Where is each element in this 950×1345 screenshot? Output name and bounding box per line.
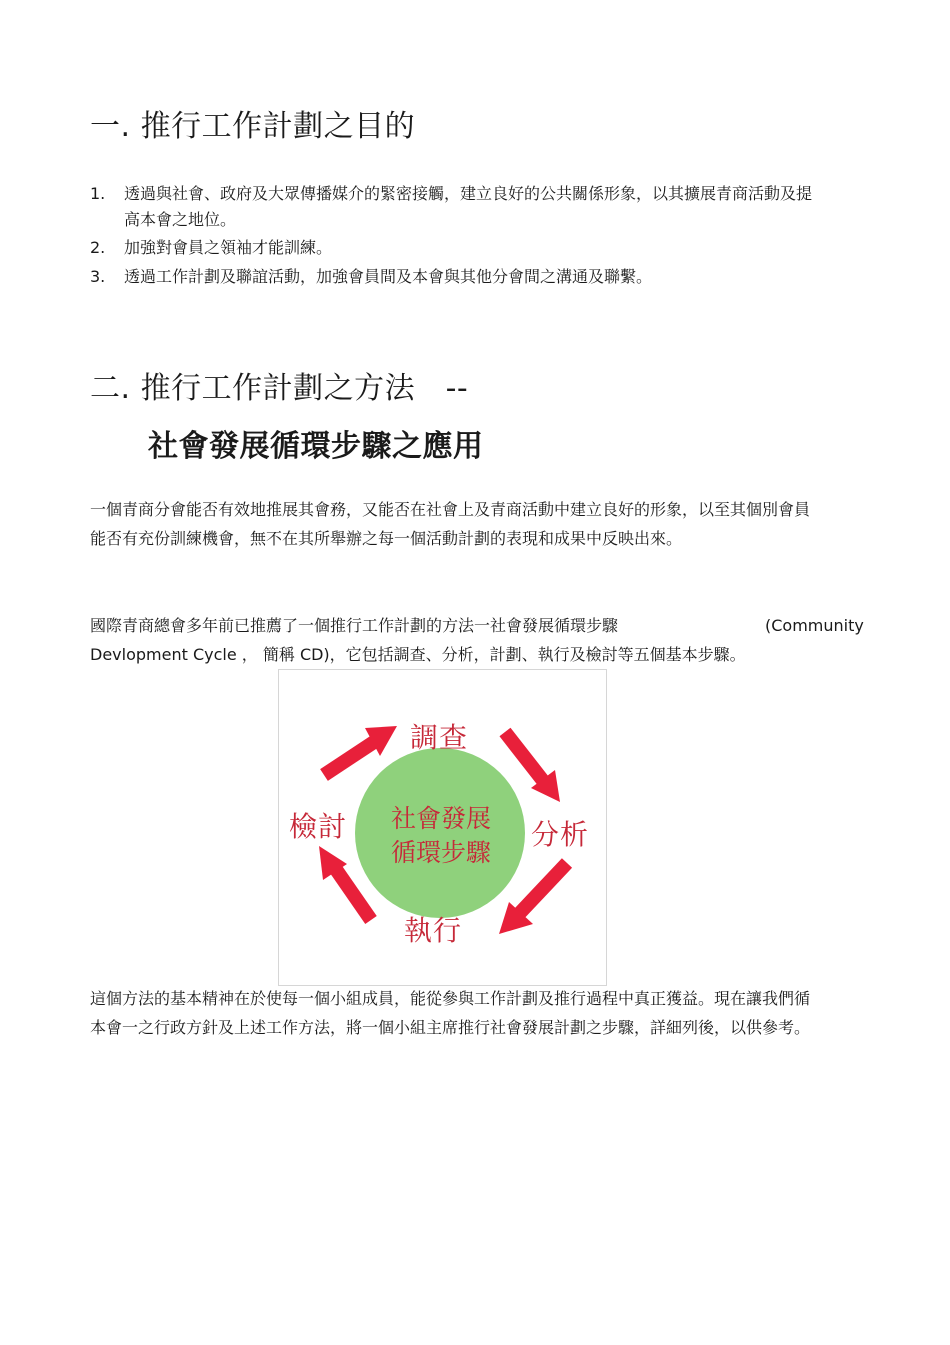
list-number: 1. [90, 184, 106, 203]
list-item [90, 181, 820, 233]
list-text: 透過與社會、政府及大眾傳播媒介的緊密接觸，建立良好的公共關係形象，以其擴展青商活動及提高本會之地位。 [124, 184, 813, 229]
paragraph-cd-zh: 國際青商總會多年前已推薦了一個推行工作計劃的方法一社會發展循環步驟 [90, 616, 619, 635]
center-line-1: 社會發展 [390, 804, 491, 833]
list-text: 加強對會員之領袖才能訓練。 [124, 238, 333, 257]
step-execute-label: 執行 [404, 914, 463, 947]
section2-subtitle: 社會發展循環步驟之應用 [148, 429, 484, 464]
list-item [90, 264, 820, 290]
cycle-center-text [356, 802, 526, 870]
paragraph-cd-line2: Devlopment Cycle ， 簡稱 CD)，它包括調查、分析，計劃、執行及檢討等五個基本步驟。 [90, 645, 746, 664]
list-text: 透過工作計劃及聯誼活動，加強會員間及本會與其他分會間之溝通及聯繫。 [124, 267, 653, 286]
paragraph-cd-en: (Community [765, 616, 864, 635]
paragraph-intro: 一個青商分會能否有效地推展其會務，又能否在社會上及青商活動中建立良好的形象，以至其個別會員能否有充份訓練機會，無不在其所舉辦之每一個活動計劃的表現和成果中反映出來。 [90, 500, 811, 548]
list-item [90, 235, 820, 261]
step-review-label: 檢討 [289, 810, 348, 843]
paragraph-cd-method [90, 611, 870, 669]
step-analysis-label: 分析 [531, 818, 590, 851]
section1-title: 一. 推行工作計劃之目的 [90, 109, 416, 144]
paragraph-spirit: 這個方法的基本精神在於使每一個小組成員，能從參與工作計劃及推行過程中真正獲益。現在讓我們循本會一之行政方針及上述工作方法，將一個小組主席推行社會發展計劃之步驟，詳細列後，以供參考。 [90, 989, 811, 1037]
list-number: 2. [90, 238, 106, 257]
step-survey-label: 調查 [410, 721, 469, 754]
cd-cycle-diagram [278, 669, 607, 986]
list-number: 3. [90, 267, 106, 286]
objectives-list [90, 181, 820, 290]
section2-title: 二. 推行工作計劃之方法 -- [90, 371, 469, 406]
center-line-2: 循環步驟 [390, 838, 491, 867]
